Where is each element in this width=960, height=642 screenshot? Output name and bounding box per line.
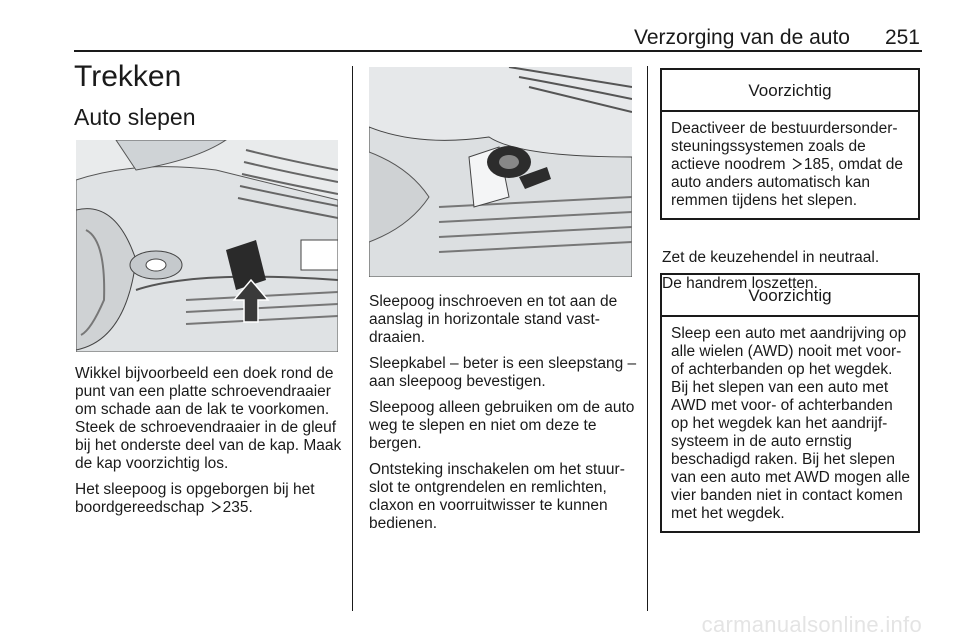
middle-paragraph: Sleepoog inschroeven en tot aan de aanslag in horizontale stand vast-draaien. bbox=[369, 293, 618, 346]
header-section-title: Verzorging van de auto bbox=[634, 26, 850, 49]
middle-paragraph: Sleepkabel – beter is een sleepstang – aan sleepoog bevestigen. bbox=[369, 355, 637, 390]
middle-paragraph: Ontsteking inschakelen om het stuur-slot te ontgrendelen en remlichten, claxon en voorruitwisser te kunnen bedienen. bbox=[369, 461, 625, 532]
handbrake-instruction: De handrem loszetten. bbox=[662, 275, 818, 292]
left-column-text bbox=[75, 365, 343, 525]
watermark: carmanualsonline.info bbox=[701, 612, 922, 637]
tool-location-text: Het sleepoog is opgeborgen bij het boordgereedschap bbox=[75, 481, 315, 516]
tool-page-reference: 235. bbox=[222, 499, 253, 516]
caution-box bbox=[660, 68, 920, 220]
column-divider-right bbox=[647, 66, 648, 611]
header-page-number: 251 bbox=[884, 26, 920, 49]
middle-column-text bbox=[369, 293, 637, 541]
page-heading: Trekken bbox=[74, 60, 182, 93]
section-subheading: Auto slepen bbox=[74, 104, 196, 130]
caution-text bbox=[671, 120, 910, 210]
caution-box bbox=[660, 273, 920, 533]
tow-eye-illustration bbox=[369, 67, 632, 277]
column-divider-left bbox=[352, 66, 353, 611]
caution-text-part: Deactiveer de bestuurdersonder-steuningssystemen zoals de actieve noodrem bbox=[671, 120, 898, 173]
tool-location-paragraph bbox=[75, 481, 343, 517]
caution-title: Voorzichtig bbox=[662, 70, 918, 112]
neutral-instruction: Zet de keuzehendel in neutraal. bbox=[662, 249, 880, 266]
page-reference-arrow-icon bbox=[211, 501, 221, 513]
header-rule bbox=[74, 50, 922, 52]
caution-text: Sleep een auto met aandrijving op alle wielen (AWD) nooit met voor- of achterbanden op het wegdek. Bij het slepen van een auto met AWD met voor- of achterbanden op het wegdek kan het aandrijf-systeem in de auto ernstig beschadigd raken. Bij het slepen van een auto met AWD mogen alle vier banden niet in contact komen met het wegdek. bbox=[671, 325, 910, 522]
caution-text-part: 185, omdat de auto anders automatisch kan remmen tijdens het slepen. bbox=[671, 156, 904, 209]
instruction-paragraph: Wikkel bijvoorbeeld een doek rond de punt van een platte schroevendraaier om schade aan de lak te voorkomen. Steek de schroevendraaier in de gleuf bij het onderste deel van de kap. Maak de kap voorzichtig los. bbox=[75, 365, 342, 472]
middle-paragraph: Sleepoog alleen gebruiken om de auto weg te slepen en niet om deze te bergen. bbox=[369, 399, 635, 452]
caution-title: Voorzichtig bbox=[662, 275, 918, 317]
page-reference-arrow-icon bbox=[792, 158, 802, 170]
bumper-cover-illustration bbox=[76, 140, 338, 352]
